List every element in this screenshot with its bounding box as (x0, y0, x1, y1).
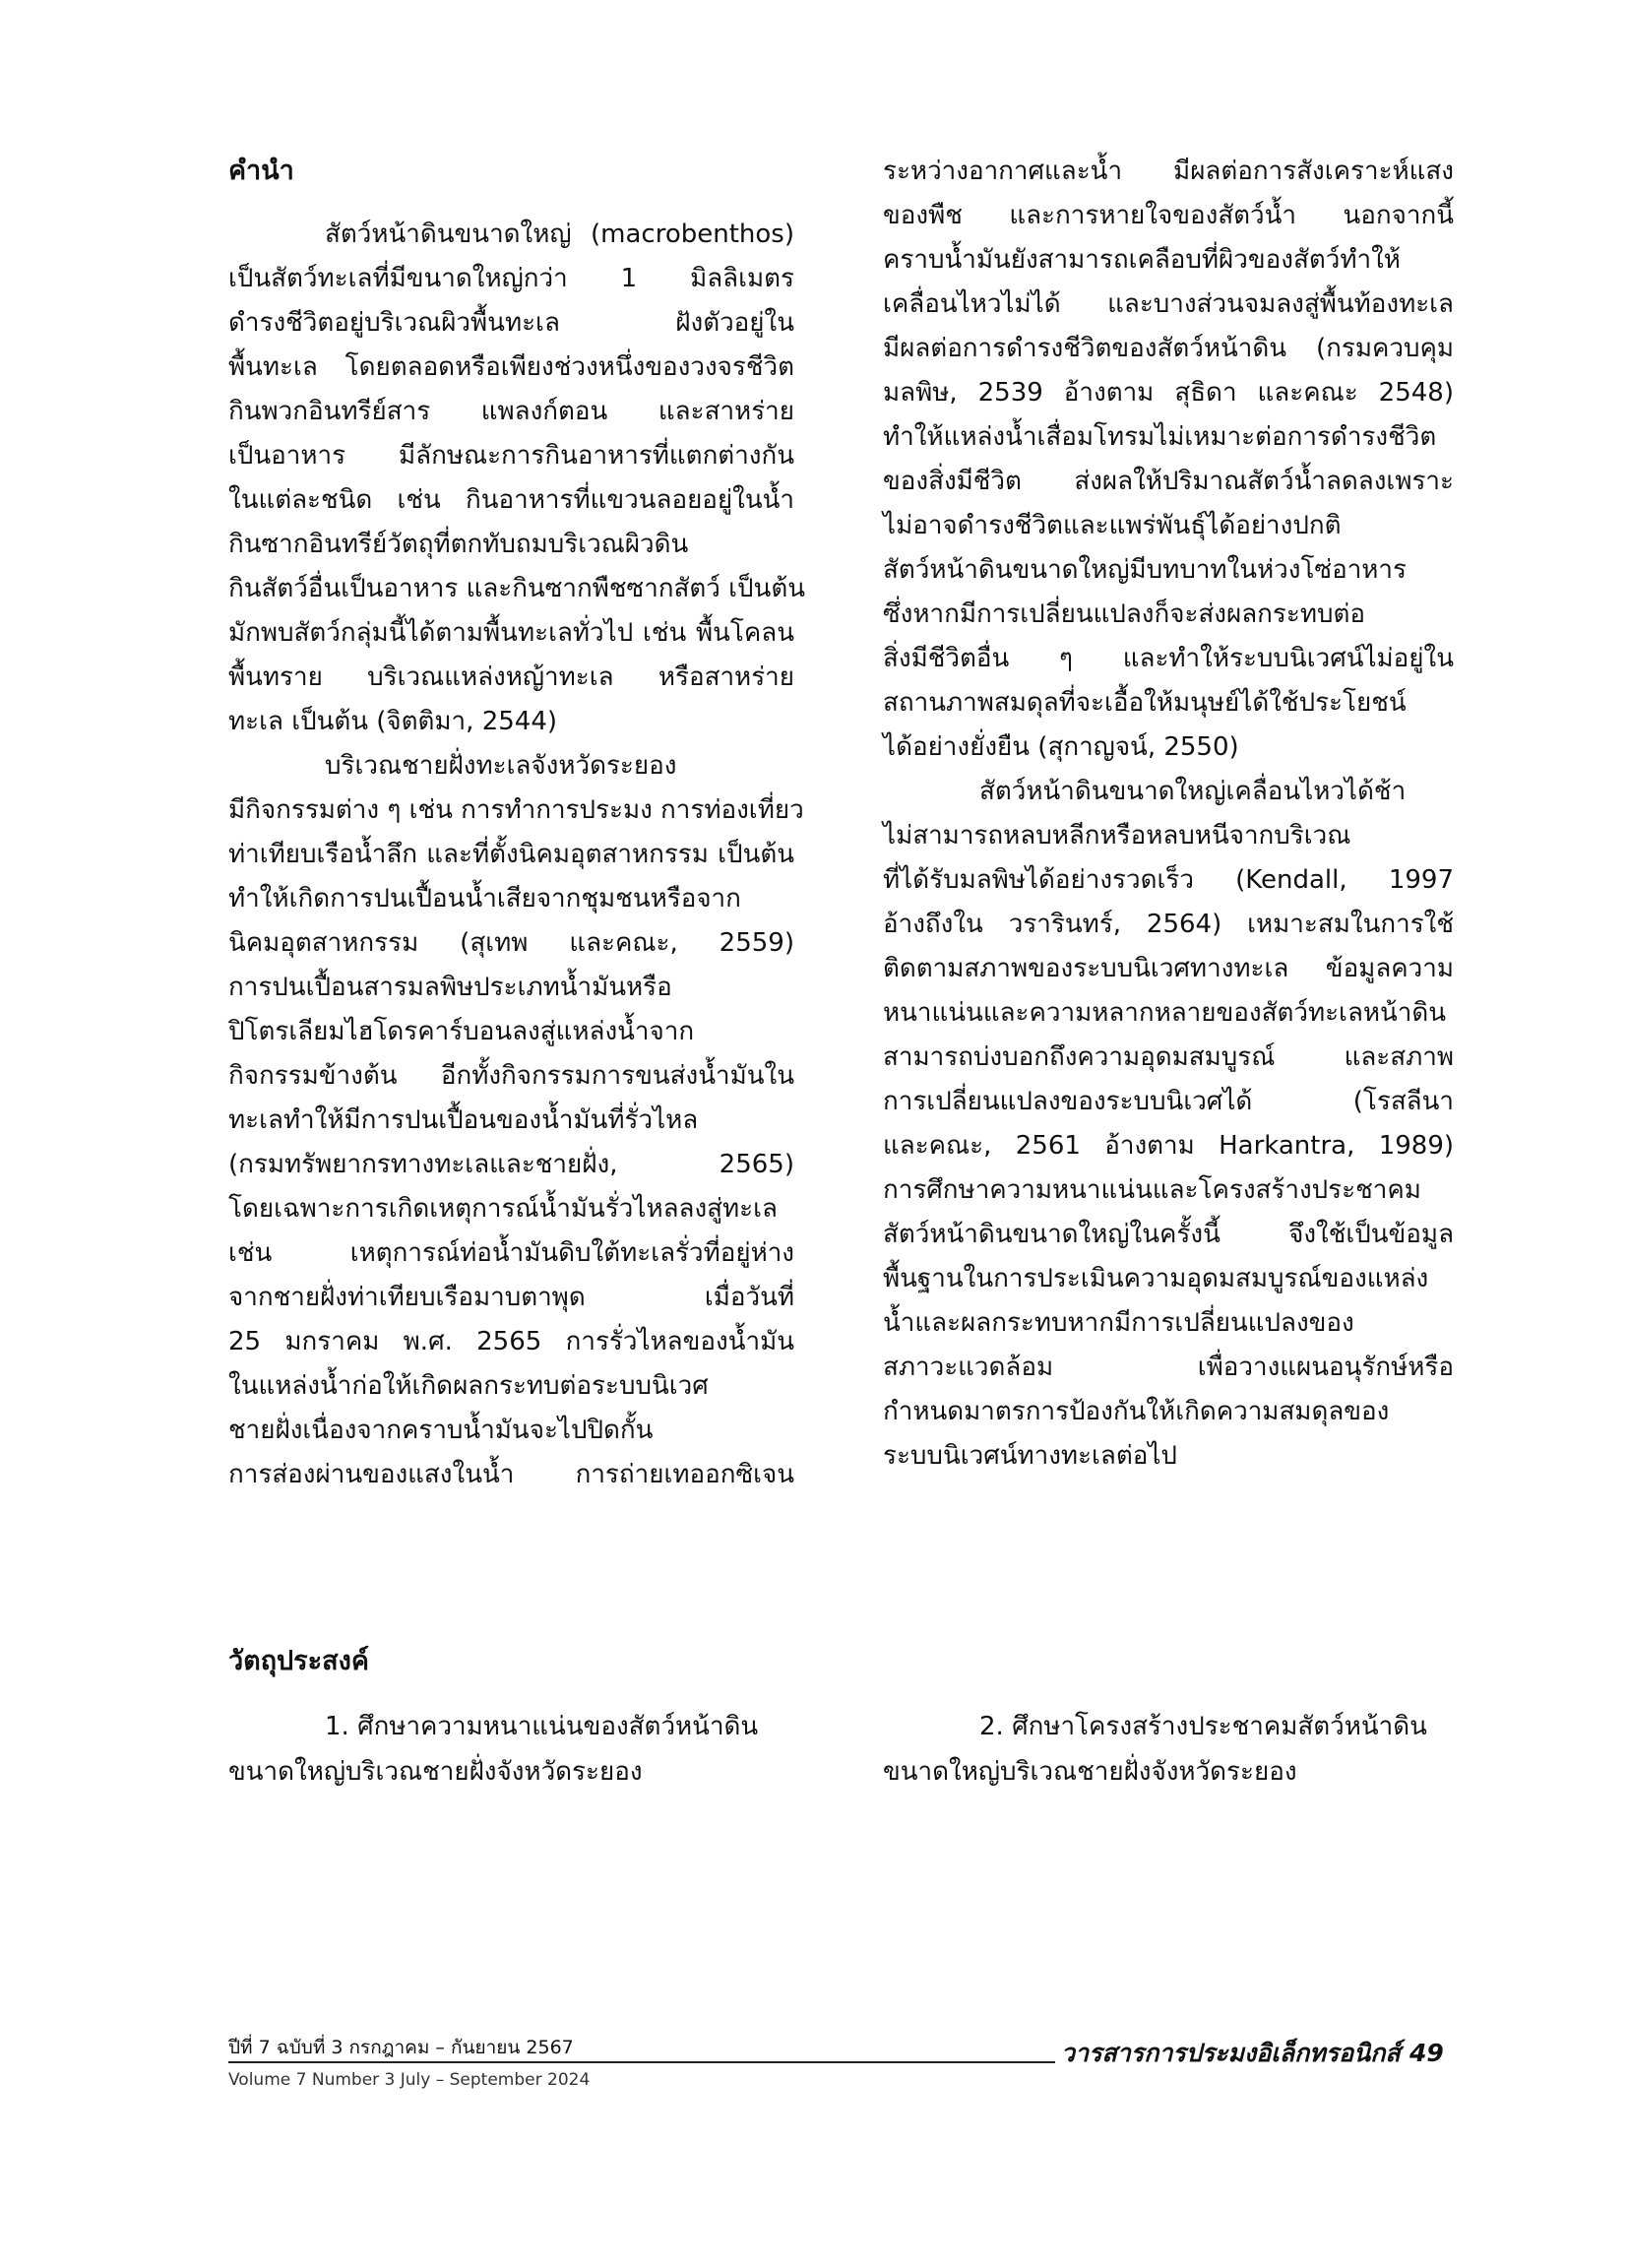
right-line: อ้างถึงใน วรารินทร์, 2564) เหมาะสมในการใช้ (883, 910, 1454, 939)
right-line: ระหว่างอากาศและน้ำ มีผลต่อการสังเคราะห์แสง (883, 157, 1454, 186)
right-line: น้ำและผลกระทบหากมีการเปลี่ยนแปลงของ (883, 1308, 1354, 1338)
right-line: หนาแน่นและความหลากหลายของสัตว์ทะเลหน้าดิน (883, 998, 1447, 1028)
right-line: ติดตามสภาพของระบบนิเวศทางทะเล ข้อมูลความ (883, 954, 1454, 983)
left-column (228, 146, 805, 1622)
right-line: ซึ่งหากมีการเปลี่ยนแปลงก็จะส่งผลกระทบต่อ (883, 599, 1365, 629)
objective-line: 1. ศึกษาความหนาแน่นของสัตว์หน้าดิน (325, 1712, 759, 1741)
page-number: 49 (1409, 2039, 1444, 2067)
right-line: สถานภาพสมดุลที่จะเอื้อให้มนุษย์ได้ใช้ประโยชน์ (883, 688, 1407, 718)
right-line: ของพืช และการหายใจของสัตว์น้ำ นอกจากนี้ (883, 201, 1454, 230)
left-line: บริเวณชายฝั่งทะเลจังหวัดระยอง (325, 751, 677, 781)
right-line: มลพิษ, 2539 อ้างตาม สุธิดา และคณะ 2548) (883, 378, 1454, 408)
right-line: ไม่อาจดำรงชีวิตและแพร่พันธุ์ได้อย่างปกติ (883, 511, 1342, 540)
left-line: 25 มกราคม พ.ศ. 2565 การรั่วไหลของน้ำมัน (228, 1327, 794, 1356)
objective-1 (228, 1705, 794, 1799)
left-line: เช่น เหตุการณ์ท่อน้ำมันดิบใต้ทะเลรั่วที่อยู่ห่าง (228, 1238, 794, 1268)
left-line: เป็นสัตว์ทะเลที่มีขนาดใหญ่กว่า 1 มิลลิเมตร (228, 264, 794, 293)
right-line: พื้นฐานในการประเมินความอุดมสมบูรณ์ของแหล่ง (883, 1264, 1429, 1293)
right-line: สภาวะแวดล้อม เพื่อวางแผนอนุรักษ์หรือ (883, 1353, 1454, 1382)
left-line: มักพบสัตว์กลุ่มนี้ได้ตามพื้นทะเลทั่วไป เช่น พื้นโคลน (228, 618, 794, 648)
right-column (883, 146, 1454, 1622)
right-line: ได้อย่างยั่งยืน (สุกาญจน์, 2550) (883, 732, 1239, 762)
objective-line: 2. ศึกษาโครงสร้างประชาคมสัตว์หน้าดิน (979, 1712, 1427, 1741)
right-line: คราบน้ำมันยังสามารถเคลือบที่ผิวของสัตว์ทำให้ (883, 245, 1401, 275)
left-line: พื้นทราย บริเวณแหล่งหญ้าทะเล หรือสาหร่าย (228, 662, 794, 692)
left-line: ทำให้เกิดการปนเปื้อนน้ำเสียจากชุมชนหรือจาก (228, 884, 741, 914)
objective-line: ขนาดใหญ่บริเวณชายฝั่งจังหวัดระยอง (228, 1757, 643, 1787)
left-line: ท่าเทียบเรือน้ำลึก และที่ตั้งนิคมอุตสาหกรรม เป็นต้น (228, 840, 794, 869)
objective-2 (883, 1705, 1454, 1799)
left-line: การส่องผ่านของแสงในน้ำ การถ่ายเทออกซิเจน (228, 1460, 794, 1489)
right-line: สัตว์หน้าดินขนาดใหญ่มีบทบาทในห่วงโซ่อาหาร (883, 555, 1407, 585)
right-line: กำหนดมาตรการป้องกันให้เกิดความสมดุลของ (883, 1397, 1390, 1426)
objectives-heading: วัตถุประสงค์ (228, 1646, 369, 1676)
left-line: พื้นทะเล โดยตลอดหรือเพียงช่วงหนึ่งของวงจรชีวิต (228, 352, 794, 382)
intro-heading: คำนำ (228, 156, 294, 186)
right-line: ระบบนิเวศน์ทางทะเลต่อไป (883, 1441, 1177, 1471)
left-line: กินพวกอินทรีย์สาร แพลงก์ตอน และสาหร่าย (228, 397, 794, 426)
right-line: ของสิ่งมีชีวิต ส่งผลให้ปริมาณสัตว์น้ำลดลงเพราะ (883, 467, 1454, 496)
left-line: ดำรงชีวิตอยู่บริเวณผิวพื้นทะเล ฝังตัวอยู่ใน (228, 308, 794, 338)
left-line: ชายฝั่งเนื่องจากคราบน้ำมันจะไปปิดกั้น (228, 1416, 654, 1445)
left-line: เป็นอาหาร มีลักษณะการกินอาหารที่แตกต่างกัน (228, 441, 794, 471)
left-line: กินสัตว์อื่นเป็นอาหาร และกินซากพืชซากสัตว์ เป็นต้น (228, 574, 805, 603)
right-line: สิ่งมีชีวิตอื่น ๆ และทำให้ระบบนิเวศน์ไม่อยู่ใน (883, 644, 1454, 673)
left-line: กินซากอินทรีย์วัตถุที่ตกทับถมบริเวณผิวดิน (228, 530, 689, 559)
objective-line: ขนาดใหญ่บริเวณชายฝั่งจังหวัดระยอง (883, 1757, 1297, 1787)
left-line: มีกิจกรรมต่าง ๆ เช่น การทำการประมง การท่องเที่ยว (228, 795, 804, 825)
footer-rule (228, 2061, 1055, 2063)
left-line: จากชายฝั่งท่าเทียบเรือมาบตาพุด เมื่อวันที่ (228, 1283, 794, 1312)
right-line: ที่ได้รับมลพิษได้อย่างรวดเร็ว (Kendall, 1997 (883, 865, 1454, 895)
left-line: ทะเลทำให้มีการปนเปื้อนของน้ำมันที่รั่วไหล (228, 1105, 699, 1135)
right-line: การเปลี่ยนแปลงของระบบนิเวศได้ (โรสลีนา (883, 1087, 1454, 1116)
left-line: (กรมทรัพยากรทางทะเลและชายฝั่ง, 2565) (228, 1150, 794, 1179)
left-line: สัตว์หน้าดินขนาดใหญ่ (macrobenthos) (325, 220, 794, 249)
left-line: ปิโตรเลียมไฮโดรคาร์บอนลงสู่แหล่งน้ำจาก (228, 1017, 695, 1046)
right-line: เคลื่อนไหวไม่ได้ และบางส่วนจมลงสู่พื้นท้องทะเล (883, 289, 1454, 319)
left-line: กิจกรรมข้างต้น อีกทั้งกิจกรรมการขนส่งน้ำมันใน (228, 1061, 794, 1091)
right-line: สามารถบ่งบอกถึงความอุดมสมบูรณ์ และสภาพ (883, 1042, 1454, 1072)
right-line: และคณะ, 2561 อ้างตาม Harkantra, 1989) (883, 1131, 1454, 1161)
left-line: นิคมอุตสาหกรรม (สุเทพ และคณะ, 2559) (228, 928, 794, 958)
left-line: การปนเปื้อนสารมลพิษประเภทน้ำมันหรือ (228, 973, 672, 1002)
right-line: การศึกษาความหนาแน่นและโครงสร้างประชาคม (883, 1175, 1421, 1205)
right-line: ทำให้แหล่งน้ำเสื่อมโทรมไม่เหมาะต่อการดำรงชีวิต (883, 422, 1437, 452)
left-line: ในแต่ละชนิด เช่น กินอาหารที่แขวนลอยอยู่ในน้ำ (228, 485, 794, 515)
left-line: ทะเล เป็นต้น (จิตติมา, 2544) (228, 707, 558, 736)
left-line: โดยเฉพาะการเกิดเหตุการณ์น้ำมันรั่วไหลลงสู่ทะเล (228, 1194, 778, 1224)
right-line: มีผลต่อการดำรงชีวิตของสัตว์หน้าดิน (กรมควบคุม (883, 334, 1454, 363)
footer-issue-th: ปีที่ 7 ฉบับที่ 3 กรกฎาคม – กันยายน 2567 (228, 2037, 574, 2058)
left-line: ในแหล่งน้ำก่อให้เกิดผลกระทบต่อระบบนิเวศ (228, 1371, 709, 1401)
footer-journal-title: วารสารการประมงอิเล็กทรอนิกส์ (1061, 2039, 1401, 2067)
right-line: สัตว์หน้าดินขนาดใหญ่เคลื่อนไหวได้ช้า (979, 777, 1407, 806)
footer-issue-en: Volume 7 Number 3 July – September 2024 (228, 2070, 591, 2090)
right-line: ไม่สามารถหลบหลีกหรือหลบหนีจากบริเวณ (883, 821, 1351, 850)
right-line: สัตว์หน้าดินขนาดใหญ่ในครั้งนี้ จึงใช้เป็นข้อมูล (883, 1220, 1454, 1249)
